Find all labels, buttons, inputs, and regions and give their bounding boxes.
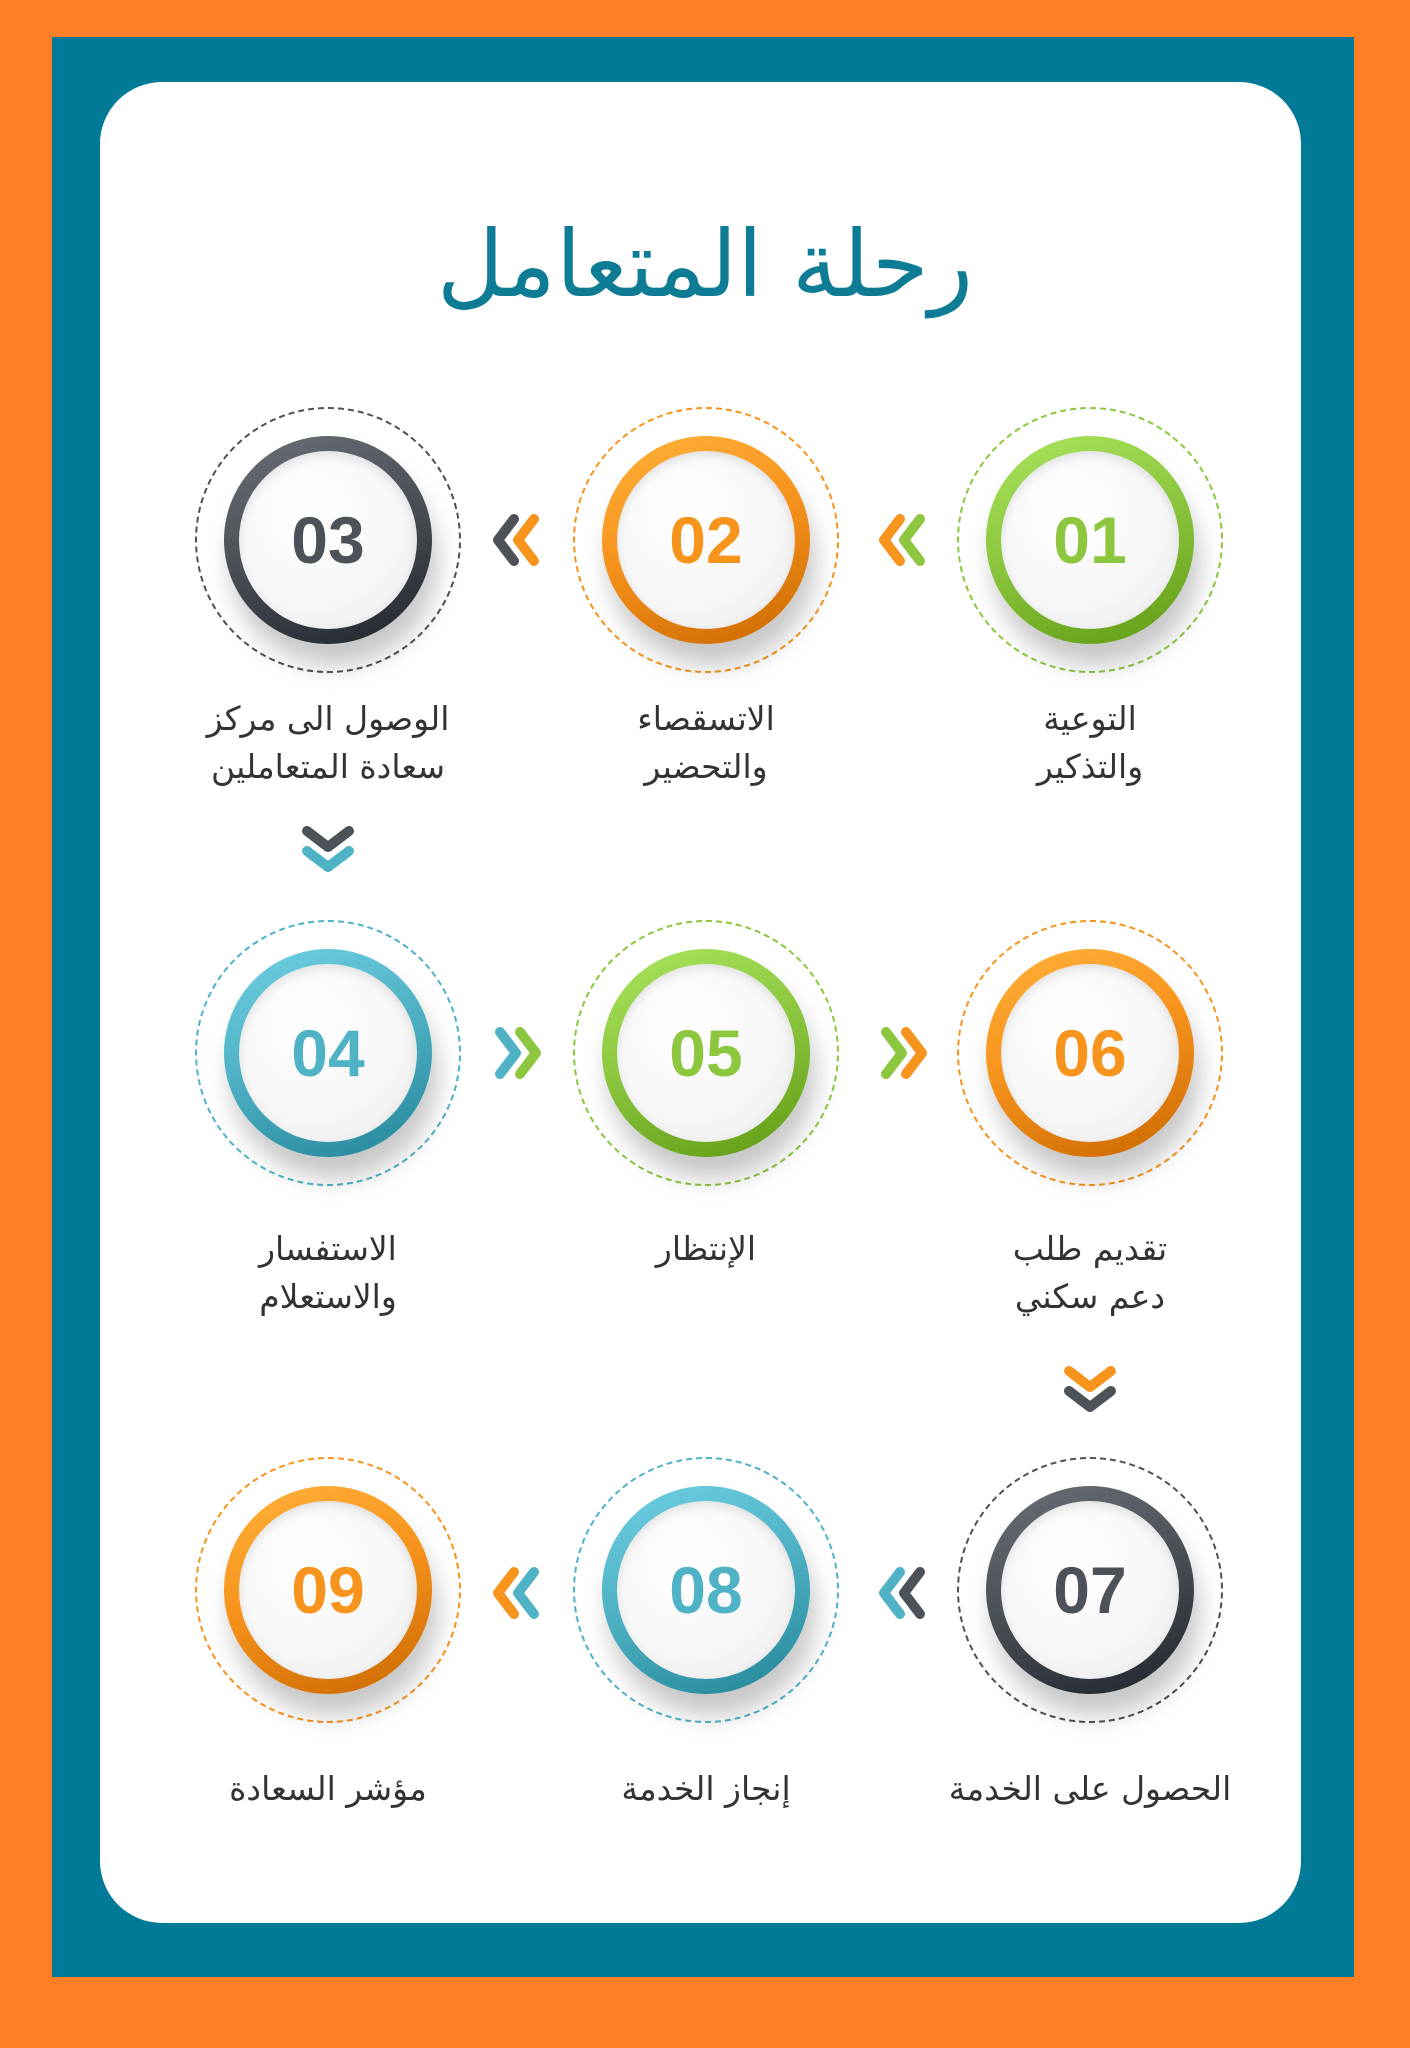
step-07 (955, 1455, 1225, 1725)
step-number: 01 (1053, 503, 1127, 577)
chevron-stroke (1069, 1371, 1111, 1387)
step-inner-disc (1001, 1501, 1179, 1679)
chevron-left-icon (868, 505, 938, 575)
step-label-line: الاستفسار (259, 1229, 397, 1268)
step-label-line: والتحضير (644, 747, 768, 786)
step-label-line: تقديم طلب (1012, 1229, 1168, 1268)
step-label (910, 695, 1270, 791)
step-ring (602, 436, 810, 644)
step-number: 06 (1053, 1016, 1127, 1090)
step-label (148, 1225, 508, 1321)
chevron-stroke (906, 1032, 922, 1074)
chevron-stroke (884, 1572, 900, 1614)
step-label (526, 1225, 886, 1273)
chevron-stroke (1069, 1391, 1111, 1407)
step-label (526, 1765, 886, 1813)
step-ring (986, 1486, 1194, 1694)
chevron-left-icon (482, 1558, 552, 1628)
step-inner-disc (617, 964, 795, 1142)
step-label-line: مؤشر السعادة (229, 1769, 427, 1808)
step-number: 07 (1053, 1553, 1127, 1627)
step-number: 09 (291, 1553, 365, 1627)
chevron-stroke (498, 1572, 514, 1614)
step-label-line: التوعية (1043, 699, 1137, 738)
step-06 (955, 918, 1225, 1188)
chevron-stroke (904, 519, 920, 561)
step-label-line: والاستعلام (259, 1277, 397, 1316)
step-ring (224, 1486, 432, 1694)
step-inner-disc (1001, 964, 1179, 1142)
step-label-line: والتذكير (1036, 747, 1144, 786)
step-08 (571, 1455, 841, 1725)
step-number: 03 (291, 503, 365, 577)
step-label-line: الإنتظار (655, 1229, 757, 1268)
chevron-right-icon (868, 1018, 938, 1088)
step-label-line: سعادة المتعاملين (210, 747, 445, 786)
step-label (148, 1765, 508, 1813)
step-label-line: الحصول على الخدمة (948, 1769, 1232, 1808)
chevron-stroke (886, 1032, 902, 1074)
step-label-line: إنجاز الخدمة (621, 1769, 791, 1808)
chevron-right-icon (482, 1018, 552, 1088)
step-inner-disc (239, 451, 417, 629)
chevron-stroke (518, 519, 534, 561)
step-number: 08 (669, 1553, 743, 1627)
diagram-title: رحلة المتعامل (436, 211, 974, 318)
step-number: 04 (291, 1016, 365, 1090)
step-inner-disc (239, 964, 417, 1142)
step-inner-disc (617, 451, 795, 629)
step-ring (986, 436, 1194, 644)
step-ring (602, 1486, 810, 1694)
chevron-down-icon (293, 813, 363, 883)
chevron-left-icon (482, 505, 552, 575)
chevron-stroke (307, 831, 349, 847)
step-label (526, 695, 886, 791)
step-label-line: دعم سكني (1014, 1277, 1166, 1316)
chevron-stroke (307, 851, 349, 867)
step-label-line: الوصول الى مركز (206, 699, 450, 738)
step-05 (571, 918, 841, 1188)
step-03 (193, 405, 463, 675)
step-09 (193, 1455, 463, 1725)
step-ring (224, 949, 432, 1157)
chevron-stroke (520, 1032, 536, 1074)
step-ring (602, 949, 810, 1157)
chevron-stroke (500, 1032, 516, 1074)
step-01 (955, 405, 1225, 675)
step-04 (193, 918, 463, 1188)
chevron-stroke (498, 519, 514, 561)
step-ring (986, 949, 1194, 1157)
step-number: 05 (669, 1016, 743, 1090)
step-number: 02 (669, 503, 743, 577)
step-label (148, 695, 508, 791)
step-inner-disc (1001, 451, 1179, 629)
step-inner-disc (617, 1501, 795, 1679)
step-label-line: الاتسقصاء (637, 699, 775, 738)
step-ring (224, 436, 432, 644)
chevron-stroke (518, 1572, 534, 1614)
chevron-down-icon (1055, 1353, 1125, 1423)
chevron-stroke (904, 1572, 920, 1614)
step-inner-disc (239, 1501, 417, 1679)
step-label (910, 1225, 1270, 1321)
step-02 (571, 405, 841, 675)
chevron-stroke (884, 519, 900, 561)
step-label (910, 1765, 1270, 1813)
chevron-left-icon (868, 1558, 938, 1628)
